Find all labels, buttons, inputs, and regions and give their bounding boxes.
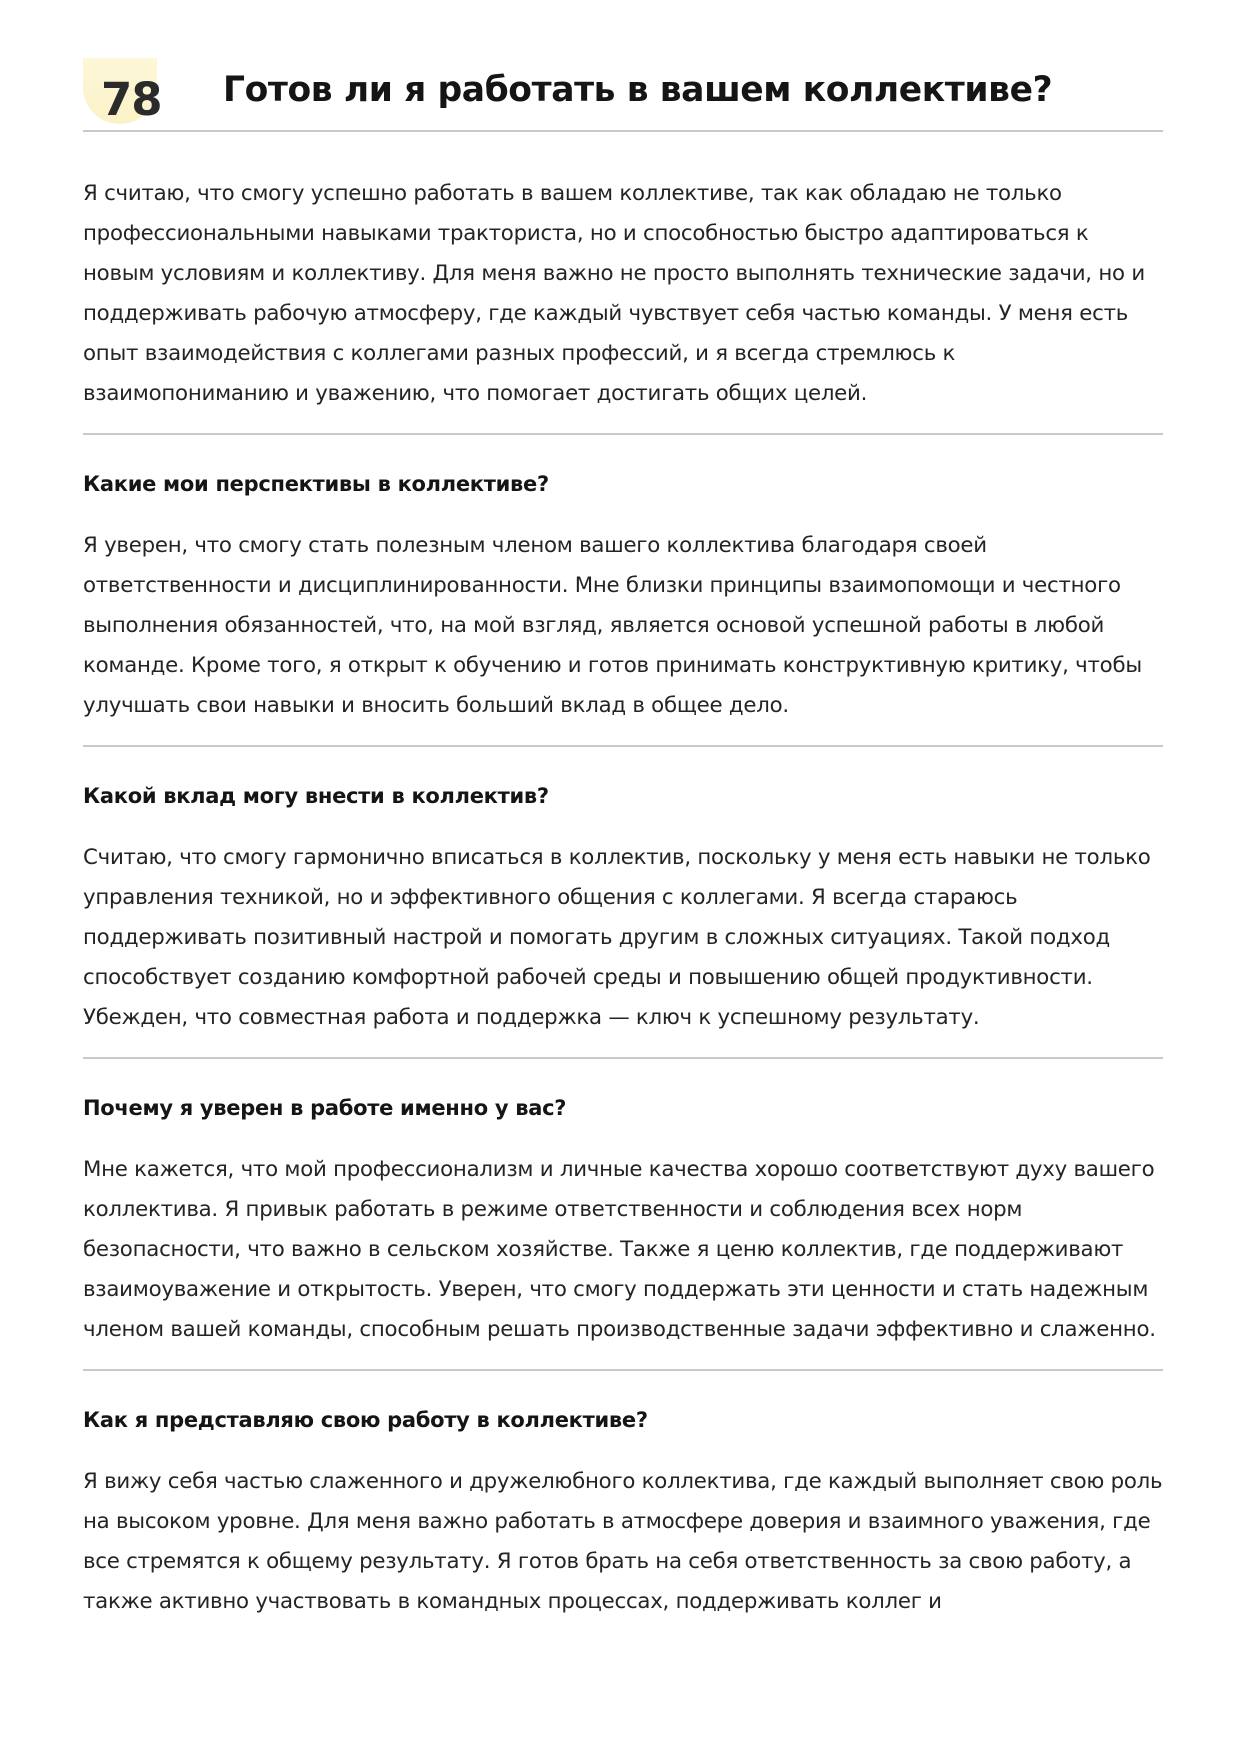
page-title: Готов ли я работать в вашем коллективе?	[223, 70, 1053, 110]
page-number: 78	[101, 73, 162, 126]
section-divider	[83, 1057, 1163, 1059]
section-heading: Какой вклад могу внести в коллектив?	[83, 784, 549, 808]
section-paragraph: Мне кажется, что мой профессионализм и личные качества хорошо соответствуют духу вашего коллектива. Я привык работать в режиме ответственности и соблюдения всех норм безопасности, что важно в сельском хозяйстве. Также я ценю коллектив, где поддерживают взаимоуважение и открытость. Уверен, что смогу поддержать эти ценности и стать надежным членом вашей команды, способным решать производственные задачи эффективно и слаженно.	[83, 1157, 1156, 1342]
section-heading: Какие мои перспективы в коллективе?	[83, 472, 549, 496]
section-paragraph: Я вижу себя частью слаженного и дружелюбного коллектива, где каждый выполняет свою роль на высоком уровне. Для меня важно работать в атмосфере доверия и взаимного уважения, где все стремятся к общему результату. Я готов брать на себя ответственность за свою работу, а также активно участвовать в командных процессах, поддерживать коллег и	[83, 1469, 1163, 1614]
section-divider	[83, 1369, 1163, 1371]
document-page	[83, 58, 1163, 1622]
section-divider	[83, 433, 1163, 435]
page-header	[83, 58, 1163, 132]
section-paragraph: Считаю, что смогу гармонично вписаться в коллектив, поскольку у меня есть навыки не только управления техникой, но и эффективного общения с коллегами. Я всегда стараюсь поддерживать позитивный настрой и помогать другим в сложных ситуациях. Такой подход способствует созданию комфортной рабочей среды и повышению общей продуктивности. Убежден, что совместная работа и поддержка — ключ к успешному результату.	[83, 845, 1151, 1030]
section-heading: Как я представляю свою работу в коллективе?	[83, 1408, 648, 1432]
section-paragraph: Я уверен, что смогу стать полезным членом вашего коллектива благодаря своей ответственности и дисциплинированности. Мне близки принципы взаимопомощи и честного выполнения обязанностей, что, на мой взгляд, является основой успешной работы в любой команде. Кроме того, я открыт к обучению и готов принимать конструктивную критику, чтобы улучшать свои навыки и вносить больший вклад в общее дело.	[83, 533, 1142, 718]
intro-paragraph: Я считаю, что смогу успешно работать в вашем коллективе, так как обладаю не только профессиональными навыками тракториста, но и способностью быстро адаптироваться к новым условиям и коллективу. Для меня важно не просто выполнять технические задачи, но и поддерживать рабочую атмосферу, где каждый чувствует себя частью команды. У меня есть опыт взаимодействия с коллегами разных профессий, и я всегда стремлюсь к взаимопониманию и уважению, что помогает достигать общих целей.	[83, 181, 1145, 406]
section-divider	[83, 745, 1163, 747]
section-heading: Почему я уверен в работе именно у вас?	[83, 1096, 567, 1120]
